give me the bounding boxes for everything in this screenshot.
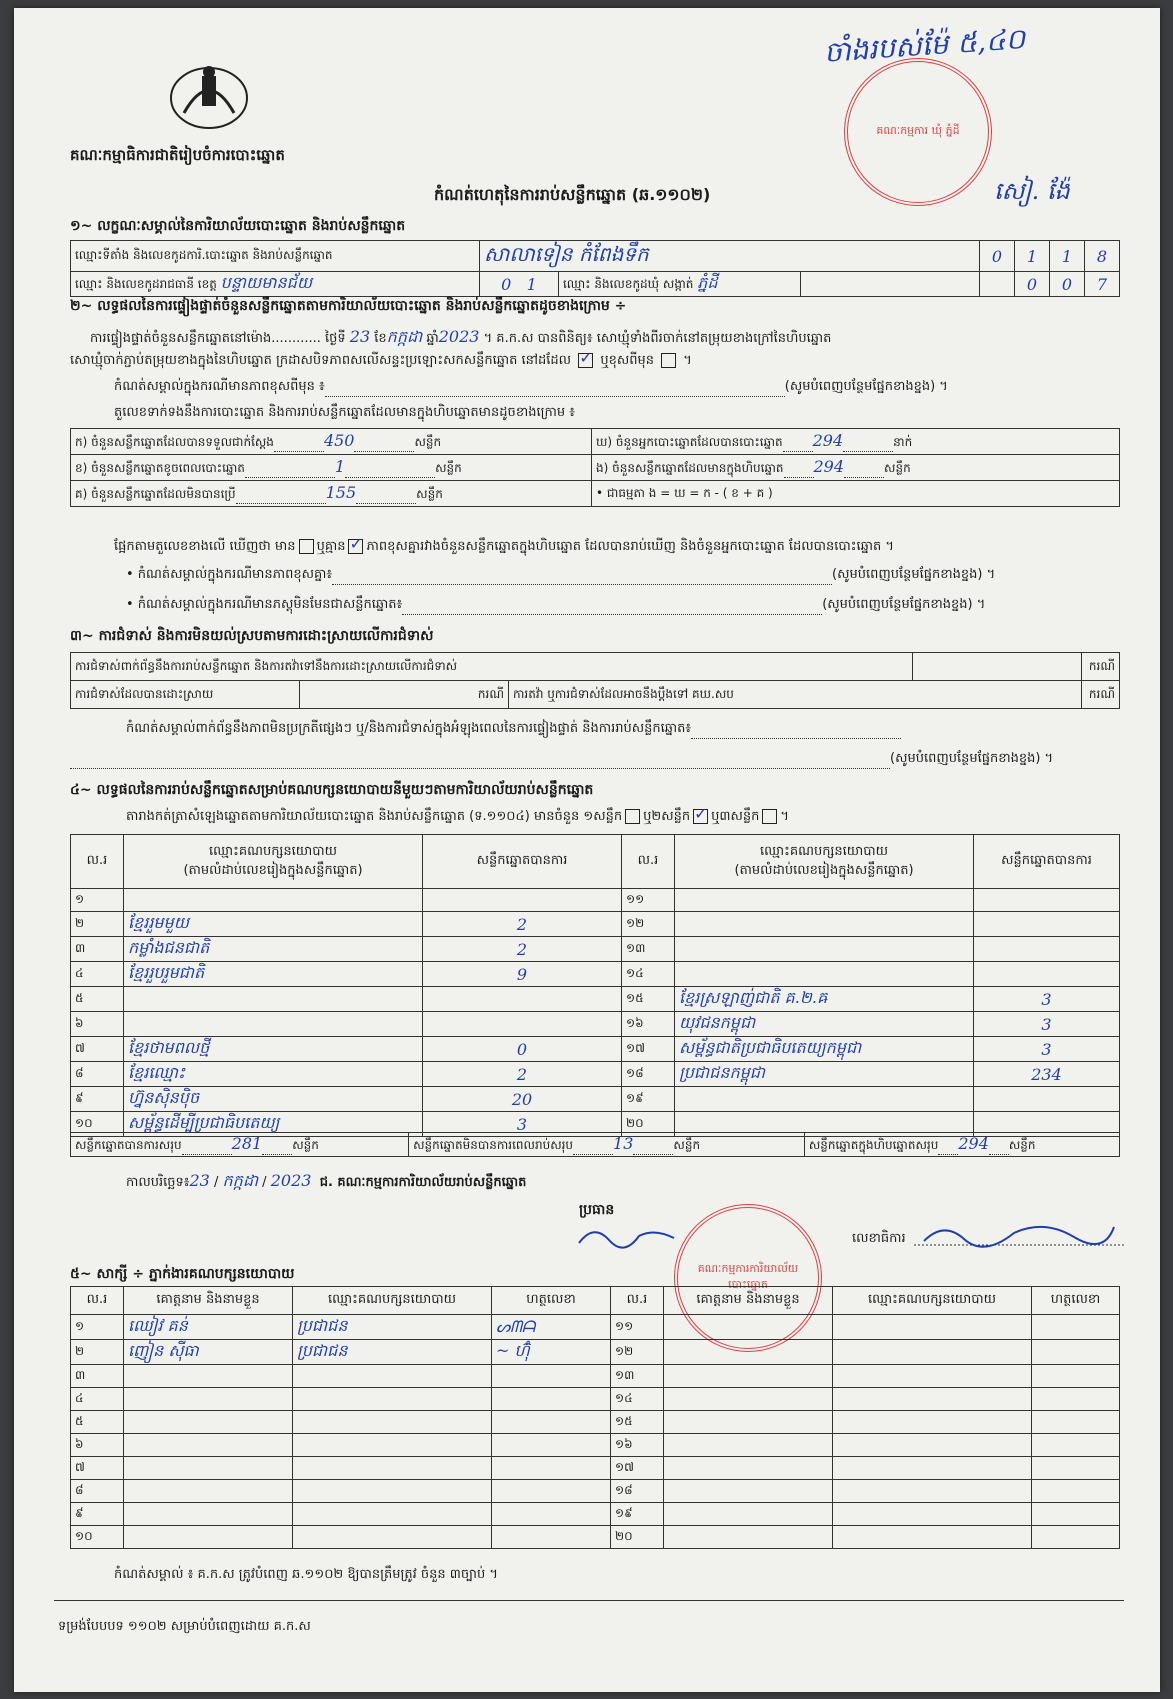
chair-signature-icon: [574, 1218, 684, 1258]
secretary-label: លេខាធិការ: [852, 1231, 906, 1246]
verify-day: 23: [349, 327, 371, 346]
results-totals: [70, 1132, 1120, 1157]
witness-no: ៤: [71, 1388, 124, 1411]
witness-signature: [492, 1434, 611, 1457]
party-no: ៥: [71, 987, 124, 1012]
formula: • ជាធម្មតា ង = ឃ = ក - ( ខ + គ ): [592, 481, 1120, 507]
party-votes: [423, 889, 622, 912]
unchanged-checkbox[interactable]: [578, 353, 593, 368]
party-name: សម្ព័ន្ធដើម្បីប្រជាធិបតេយ្យ: [124, 1112, 423, 1137]
witness-name: [664, 1503, 833, 1526]
party-no: ២: [71, 912, 124, 937]
changed-checkbox[interactable]: [661, 353, 676, 368]
witness-party: [833, 1457, 1032, 1480]
col-no: ល.រ: [622, 835, 675, 889]
table-row: [71, 889, 1120, 912]
witness-party: [293, 1411, 492, 1434]
witness-name: [664, 1434, 833, 1457]
table-row: [71, 1480, 1120, 1503]
table-row: [71, 1340, 1120, 1365]
party-votes: 3: [423, 1112, 622, 1137]
witness-signature: [492, 1480, 611, 1503]
commune-code-digit: 7: [1085, 272, 1120, 297]
note-difference: • កំណត់សម្គាល់ក្នុងករណីមានភាពខុសគ្នា៖ (សូមបំពេញបន្ថែមផ្នែកខាងខ្នង) ។: [126, 566, 995, 585]
party-name: ប្រជាជនកម្ពុជា: [675, 1062, 974, 1087]
total-invalid-value: 13: [613, 1134, 634, 1153]
verify-line-3: កំណត់សម្គាល់ក្នុងករណីមានភាពខុសពីមុន ៖ (សូមបំពេញបន្ថែមផ្នែកខាងខ្នង) ។: [114, 378, 948, 397]
party-name: ខ្មែរ​រួមមួយ: [124, 912, 423, 937]
table-row: [71, 1457, 1120, 1480]
party-no: ១២: [622, 912, 675, 937]
col-no: ល.រ: [71, 835, 124, 889]
section4-title: ៤~ លទ្ធផលនៃការរាប់សន្លឹកឆ្នោតសម្រាប់គណបក្សនយោបាយនីមួយៗតាមការិយាល័យរាប់សន្លឹកឆ្នោត: [70, 782, 594, 798]
party-votes: 3: [974, 1012, 1120, 1037]
witness-party: [833, 1480, 1032, 1503]
date-day: 23: [189, 1171, 210, 1190]
province-label: ឈ្មោះ និងលេខកូដរាជធានី ខេត្ត បន្ទាយមានជ័យ: [71, 272, 480, 297]
party-votes: [974, 962, 1120, 987]
date-year: 2023: [270, 1171, 312, 1190]
case-label: ករណី: [1081, 681, 1119, 709]
three-sheets-checkbox[interactable]: [762, 809, 777, 824]
witness-no: ៨: [71, 1480, 124, 1503]
party-no: ១៥: [622, 987, 675, 1012]
party-no: ៩: [71, 1087, 124, 1112]
witness-party: [293, 1480, 492, 1503]
witness-party: ប្រជាជន: [293, 1315, 492, 1340]
witness-name: [664, 1365, 833, 1388]
note-fake-ballot: • កំណត់សម្គាល់ក្នុងករណីមានភស្តុមិនមែនជាសន្លឹកឆ្នោត៖ (សូមបំពេញបន្ថែមផ្នែកខាងខ្នង) ។: [126, 596, 985, 615]
witness-name: [124, 1526, 293, 1549]
party-no: ១: [71, 889, 124, 912]
party-name: យុវជនកម្ពុជា: [675, 1012, 974, 1037]
witness-signature: [492, 1503, 611, 1526]
witness-party: [833, 1434, 1032, 1457]
committee-official-stamp: គណៈកម្មការការិយាល័យ បោះឆ្នោត: [674, 1204, 822, 1352]
party-votes: 2: [423, 937, 622, 962]
col-party: ឈ្មោះគណបក្សនយោបាយ (តាមលំដាប់លេខរៀងក្នុងសន្លឹកឆ្នោត): [675, 835, 974, 889]
party-name: [124, 1012, 423, 1037]
witness-name: [124, 1434, 293, 1457]
org-name: គណៈកម្មាធិការជាតិរៀបចំការបោះឆ្នោត: [70, 146, 285, 164]
count-ko: គ) ចំនួនសន្លឹកឆ្នោតដែលមិនបានប្រើ 155 សន្លឹក: [71, 481, 592, 507]
party-no: ១៧: [622, 1037, 675, 1062]
date-month: កក្កដា: [222, 1171, 259, 1190]
table-row: [71, 962, 1120, 987]
form-footer: ទម្រង់បែបបទ ១១០២ សម្រាប់បំពេញដោយ គ.ក.ស: [58, 1619, 311, 1634]
witness-signature: ᔕᗰᗩ: [492, 1315, 611, 1340]
party-no: ៨: [71, 1062, 124, 1087]
witness-no: ១២: [611, 1340, 664, 1365]
witness-name: ឈៀវ គន់: [124, 1315, 293, 1340]
party-votes: 3: [974, 1037, 1120, 1062]
count-kha: ខ) ចំនួនសន្លឹកឆ្នោតខូចពេលបោះឆ្នោត 1 សន្លឹក: [71, 455, 592, 481]
section1-table: [70, 240, 1120, 297]
objection-appeal: ការតវ៉ា ឬការជំទាស់ដែលអាចនឹងប្តឹងទៅ គឃ.សប: [509, 681, 1082, 709]
form-paper: [14, 8, 1160, 1692]
footer-divider: [54, 1600, 1124, 1601]
count-nga: ង) ចំនួនសន្លឹកឆ្នោតដែលមានក្នុងហិបឆ្នោត 294 សន្លឹក: [592, 455, 1120, 481]
witness-signature: [1032, 1457, 1120, 1480]
party-votes: 9: [423, 962, 622, 987]
table-row: [71, 987, 1120, 1012]
witness-signature: [1032, 1315, 1120, 1340]
witness-no: ១១: [611, 1315, 664, 1340]
location-label: ឈ្មោះទីតាំង និងលេខកូដការិ.បោះឆ្នោត និងរាប់សន្លឹកឆ្នោត: [71, 241, 480, 272]
form-title: កំណត់ហេតុនៃការរាប់សន្លឹកឆ្នោត (ឆ.១១០២): [434, 185, 711, 204]
objection-resolved: ការជំទាស់ដែលបានដោះស្រាយ: [71, 681, 300, 709]
witness-name: [124, 1365, 293, 1388]
party-no: ៦: [71, 1012, 124, 1037]
party-name: [124, 987, 423, 1012]
witness-party: [293, 1388, 492, 1411]
party-name: [675, 1087, 974, 1112]
witness-no: ១៦: [611, 1434, 664, 1457]
col-signature: ហត្ថលេខា: [1032, 1287, 1120, 1315]
party-no: ១៨: [622, 1062, 675, 1087]
party-no: ១៦: [622, 1012, 675, 1037]
section5-title: ៥~ សាក្សី ÷ ភ្នាក់ងារគណបក្សនយោបាយ: [70, 1266, 295, 1282]
total-valid-value: 281: [231, 1134, 263, 1153]
party-votes: 2: [423, 1062, 622, 1087]
province-value: បន្ទាយមានជ័យ: [220, 273, 313, 292]
witness-party: [833, 1411, 1032, 1434]
compare-line: ផ្អែកតាមតួលេខខាងលើ ឃើញថា មាន ឬគ្មាន✓ ភាពខុសគ្នារវាងចំនួនសន្លឹកឆ្នោតក្នុងហិបឆ្នោត ដែលបានរាប់ឃើញ និងចំនួនអ្នកបោះឆ្នោត ដែលបានបោះឆ្នោត ។: [114, 538, 894, 557]
party-name: ខ្មែរ​ស្រឡាញ់ជាតិ គ.២.ឝ: [675, 987, 974, 1012]
party-no: ១១: [622, 889, 675, 912]
location-code-digit: 1: [1015, 241, 1050, 272]
case-label: ករណី: [1081, 653, 1119, 681]
witness-signature: [492, 1526, 611, 1549]
col-name: គោត្តនាម និងនាមខ្លួន: [664, 1287, 833, 1315]
witness-signature: [1032, 1340, 1120, 1365]
party-votes: [974, 937, 1120, 962]
witness-party: [833, 1340, 1032, 1365]
party-votes: 3: [974, 987, 1120, 1012]
party-name: [124, 889, 423, 912]
witness-party: [833, 1503, 1032, 1526]
counts-table: [70, 428, 1120, 507]
witness-signature: [1032, 1411, 1120, 1434]
witness-no: ៦: [71, 1434, 124, 1457]
witness-no: ១៥: [611, 1411, 664, 1434]
witness-name: [664, 1340, 833, 1365]
chair-label: ប្រធាន: [579, 1202, 615, 1218]
witness-no: ១៩: [611, 1503, 664, 1526]
table-row: [71, 1062, 1120, 1087]
witness-signature: [1032, 1503, 1120, 1526]
party-name: [675, 889, 974, 912]
witness-signature: [492, 1388, 611, 1411]
party-votes: 0: [423, 1037, 622, 1062]
witness-no: ២០: [611, 1526, 664, 1549]
total-valid: សន្លឹកឆ្នោតបានការសរុប 281 សន្លឹក: [71, 1133, 409, 1157]
secretary-signature-icon: [914, 1213, 1134, 1253]
table-row: [71, 937, 1120, 962]
party-votes: 234: [974, 1062, 1120, 1087]
objection-table: [70, 652, 1120, 709]
witness-no: ៣: [71, 1365, 124, 1388]
party-name: [675, 912, 974, 937]
party-no: ៣: [71, 937, 124, 962]
witness-name: [124, 1457, 293, 1480]
witness-table: [70, 1286, 1120, 1549]
count-kho-value: 294: [812, 431, 844, 450]
case-label: ករណី: [300, 681, 509, 709]
witness-name: [664, 1315, 833, 1340]
witness-no: ៩: [71, 1503, 124, 1526]
verify-line-4: តួលេខទាក់ទងនឹងការបោះឆ្នោត និងការរាប់សន្លឹកឆ្នោតដែលមានក្នុងហិបឆ្នោតមានដូចខាងក្រោម ៖: [114, 405, 575, 420]
total-invalid: សន្លឹកឆ្នោតមិនបានការពេលរាប់សរុប 13 សន្លឹក: [409, 1133, 805, 1157]
table-row: [71, 912, 1120, 937]
party-no: ១៤: [622, 962, 675, 987]
party-votes: [974, 889, 1120, 912]
witness-no: ១៣: [611, 1365, 664, 1388]
top-handwritten-signature: សៀ. ង៉ែ: [994, 177, 1070, 205]
party-name: ខ្មែរ​រួបរួមជាតិ: [124, 962, 423, 987]
witness-signature: [492, 1365, 611, 1388]
witness-name: [124, 1503, 293, 1526]
witness-no: ១៤: [611, 1388, 664, 1411]
witness-signature: [1032, 1434, 1120, 1457]
commune-label: ឈ្មោះ និងលេខកូដឃុំ សង្កាត់ ភ្នំដី: [559, 272, 801, 297]
party-name: កម្លាំងជនជាតិ: [124, 937, 423, 962]
table-row: [71, 1503, 1120, 1526]
party-votes: [974, 1087, 1120, 1112]
witness-party: [293, 1503, 492, 1526]
objection-row-1: ការជំទាស់ពាក់ព័ន្ធនឹងការរាប់សន្លឹកឆ្នោត និងការតវ៉ាទៅនឹងការដោះស្រាយលើការជំទាស់: [71, 653, 913, 681]
commune-value: ភ្នំដី: [697, 273, 718, 292]
party-no: ២០: [622, 1112, 675, 1137]
witness-name: [664, 1457, 833, 1480]
table-row: [71, 1434, 1120, 1457]
witness-name: [124, 1388, 293, 1411]
footer-note: កំណត់សម្គាល់ ៖ គ.ក.ស ត្រូវបំពេញ ឆ.១១០២ ឱ្យបានត្រឹមត្រូវ ចំនួន ៣ច្បាប់ ។: [114, 1567, 498, 1582]
col-no: ល.រ: [611, 1287, 664, 1315]
party-name: ហ្វ៊ុនស៊ិនប៉ិច: [124, 1087, 423, 1112]
col-party: ឈ្មោះគណបក្សនយោបាយ: [293, 1287, 492, 1315]
party-votes: 2: [423, 912, 622, 937]
count-kha-value: 1: [334, 457, 346, 476]
count-ko-value: 155: [325, 483, 357, 502]
party-no: ១៣: [622, 937, 675, 962]
section2-title: ២~ លទ្ធផលនៃការផ្ទៀងផ្ទាត់ចំនួនសន្លឹកឆ្នោតតាមការិយាល័យបោះឆ្នោត និងរាប់សន្លឹកឆ្នោតដូចខាងក្រោម ÷: [70, 298, 627, 314]
has-difference-checkbox[interactable]: [299, 539, 314, 554]
witness-name: [664, 1388, 833, 1411]
results-table: [70, 834, 1120, 1137]
province-code: 0 1: [480, 272, 559, 297]
table-row: [71, 1365, 1120, 1388]
col-votes: សន្លឹកឆ្នោតបានការ: [974, 835, 1120, 889]
no-difference-checkbox[interactable]: [348, 539, 363, 554]
witness-signature: ~ ហ៊ុំ: [492, 1340, 611, 1365]
verify-line-1: ការផ្ទៀងផ្ទាត់ចំនួនសន្លឹកឆ្នោតនៅម៉ោង............ ថ្ងៃទី 23 ខែកក្កដា ឆ្នាំ2023 ។ គ.ក.ស បានពិនិត្យ៖ សោឃ្មុំទាំងពីរចាក់នៅតម្រុយខាងក្រៅនៃហិបឆ្នោត: [90, 327, 832, 346]
count-ka: ក) ចំនួនសន្លឹកឆ្នោតដែលបានទទួលជាក់ស្តែង 450 សន្លឹក: [71, 429, 592, 455]
location-code-digit: 8: [1085, 241, 1120, 272]
tally-sheet-count: តារាងកត់ត្រាសំឡេងឆ្នោតតាមការិយាល័យបោះឆ្នោត និងរាប់សន្លឹកឆ្នោត (ទ.១១០៤) មានចំនួន ១សន្លឹក ឬ២សន្លឹក✓ ឬ៣សន្លឹក ។: [126, 808, 789, 827]
top-official-stamp: គណៈកម្មការ ឃុំ ភ្នំដី: [844, 58, 992, 206]
table-row: [71, 1012, 1120, 1037]
witness-signature: [1032, 1526, 1120, 1549]
party-name: [675, 937, 974, 962]
witness-name: [664, 1411, 833, 1434]
count-kho: ឃ) ចំនួនអ្នកបោះឆ្នោតដែលបានបោះឆ្នោត 294 នាក់: [592, 429, 1120, 455]
total-box-value: 294: [958, 1134, 989, 1153]
witness-no: ១០: [71, 1526, 124, 1549]
witness-signature: [1032, 1480, 1120, 1503]
table-row: [71, 1087, 1120, 1112]
witness-party: [293, 1457, 492, 1480]
party-votes: [974, 912, 1120, 937]
party-no: ៤: [71, 962, 124, 987]
party-name: ខ្មែរ​ថាមពលថ្មី: [124, 1037, 423, 1062]
location-code-digit: 1: [1050, 241, 1085, 272]
party-no: ១០: [71, 1112, 124, 1137]
verify-line-2: សោឃ្មុំចាក់ភ្ជាប់តម្រុយខាងក្នុងនៃហិបឆ្នោត ក្រដាសបិទភាពសលើសន្ទះប្រឡោះសកសន្លឹកឆ្នោត នៅដដែល ✓ ឬខុសពីមុន ។: [70, 352, 692, 371]
witness-name: [124, 1480, 293, 1503]
witness-signature: [1032, 1388, 1120, 1411]
objection-note: កំណត់សម្គាល់ពាក់ព័ន្ធនឹងភាពមិនប្រក្រតីផ្សេងៗ ឬ/និងការជំទាស់ក្នុងអំឡុងពេលនៃការផ្ទៀងផ្ទាត់ និងការរាប់សន្លឹកឆ្នោត៖: [126, 720, 901, 739]
count-nga-value: 294: [813, 457, 845, 476]
commune-code-digit: 0: [1050, 272, 1085, 297]
location-value: សាលាទៀន កំពែងទឹក: [480, 241, 980, 272]
party-name: សម្ព័ន្ធជាតិប្រជាធិបតេយ្យកម្ពុជា: [675, 1037, 974, 1062]
section3-title: ៣~ ការជំទាស់ និងការមិនយល់ស្របតាមការដោះស្រាយលើការជំទាស់: [70, 628, 434, 644]
col-name: គោត្តនាម និងនាមខ្លួន: [124, 1287, 293, 1315]
witness-party: [293, 1526, 492, 1549]
two-sheets-checkbox[interactable]: [693, 809, 708, 824]
witness-no: ១: [71, 1315, 124, 1340]
total-box: សន្លឹកឆ្នោតក្នុងហិបឆ្នោតសរុប 294 សន្លឹក: [804, 1133, 1119, 1157]
col-votes: សន្លឹកឆ្នោតបានការ: [423, 835, 622, 889]
party-no: ៧: [71, 1037, 124, 1062]
table-row: [71, 1526, 1120, 1549]
party-votes: [423, 1012, 622, 1037]
objection-note-cont: (សូមបំពេញបន្ថែមផ្នែកខាងខ្នង) ។: [70, 750, 1053, 769]
witness-name: [664, 1480, 833, 1503]
witness-party: [293, 1365, 492, 1388]
witness-name: [124, 1411, 293, 1434]
witness-name: ញៀន ស៊ីធា: [124, 1340, 293, 1365]
one-sheet-checkbox[interactable]: [625, 809, 640, 824]
witness-no: ១៧: [611, 1457, 664, 1480]
table-row: [71, 1388, 1120, 1411]
verify-month: កក្កដា: [386, 327, 423, 346]
witness-no: ៥: [71, 1411, 124, 1434]
party-votes: 20: [423, 1087, 622, 1112]
col-party: ឈ្មោះគណបក្សនយោបាយ: [833, 1287, 1032, 1315]
national-emblem-icon: [164, 58, 254, 138]
table-row: [71, 1411, 1120, 1434]
section1-title: ១~ លក្ខណៈសម្គាល់នៃការិយាល័យបោះឆ្នោត និងរាប់សន្លឹកឆ្នោត: [70, 218, 406, 234]
witness-no: ៧: [71, 1457, 124, 1480]
witness-party: [293, 1434, 492, 1457]
count-ka-value: 450: [323, 431, 355, 450]
party-no: ១៩: [622, 1087, 675, 1112]
witness-party: [833, 1365, 1032, 1388]
witness-party: ប្រជាជន: [293, 1340, 492, 1365]
top-handwritten-note: ចាំងរបស់ម៉ែ ៥,៤០: [822, 22, 1027, 70]
witness-signature: [492, 1411, 611, 1434]
table-row: [71, 1037, 1120, 1062]
location-code-digit: 0: [980, 241, 1015, 272]
verify-year: 2023: [438, 327, 480, 346]
witness-no: ២: [71, 1340, 124, 1365]
col-party: ឈ្មោះគណបក្សនយោបាយ (តាមលំដាប់លេខរៀងក្នុងសន្លឹកឆ្នោត): [124, 835, 423, 889]
results-date: កាលបរិច្ឆេទ៖23 / កក្កដា / 2023 ជ. គណៈកម្មការការិយាល័យរាប់សន្លឹកឆ្នោត: [126, 1171, 527, 1190]
witness-signature: [492, 1457, 611, 1480]
party-name: ខ្មែរឈ្មោះ: [124, 1062, 423, 1087]
witness-party: [833, 1526, 1032, 1549]
col-no: ល.រ: [71, 1287, 124, 1315]
party-name: [675, 962, 974, 987]
witness-name: [664, 1526, 833, 1549]
commune-code-digit: 0: [1015, 272, 1050, 297]
party-votes: [423, 987, 622, 1012]
table-row: [71, 1315, 1120, 1340]
witness-party: [833, 1388, 1032, 1411]
witness-signature: [1032, 1365, 1120, 1388]
col-signature: ហត្ថលេខា: [492, 1287, 611, 1315]
witness-no: ១៨: [611, 1480, 664, 1503]
witness-party: [833, 1315, 1032, 1340]
